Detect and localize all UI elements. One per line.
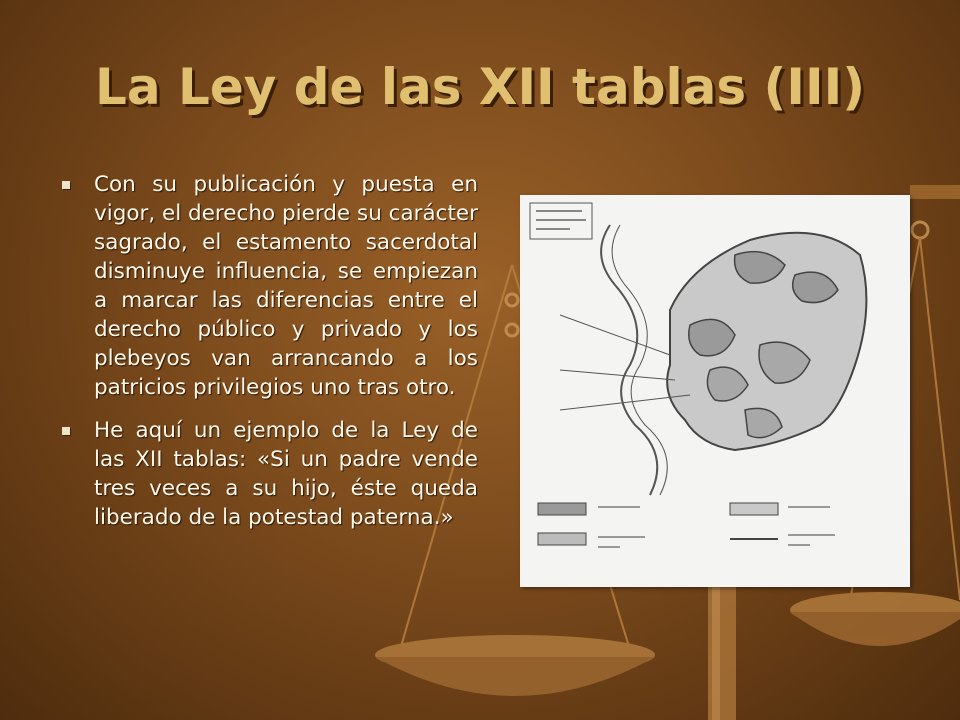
map-of-ancient-rome-image (520, 195, 910, 587)
slide-title: La Ley de las XII tablas (III) (94, 58, 866, 116)
square-bullet-icon (62, 181, 70, 189)
bullet-list (60, 170, 478, 546)
bullet-text: Con su publicación y puesta en vigor, el derecho pierde su carácter sagrado, el estamento sacerdotal disminuye influencia, se empiezan a marcar las diferencias entre el derecho público y privado y los plebeyos van arrancando a los patricios privilegios uno tras otro. (94, 172, 478, 400)
bullet-item (60, 170, 478, 402)
square-bullet-icon (62, 427, 70, 435)
map-of-ancient-rome-icon (520, 195, 910, 587)
bullet-item (60, 416, 478, 532)
bullet-text: He aquí un ejemplo de la Ley de las XII tablas: «Si un padre vende tres veces a su hijo, éste queda liberado de la potestad paterna.» (94, 418, 478, 530)
